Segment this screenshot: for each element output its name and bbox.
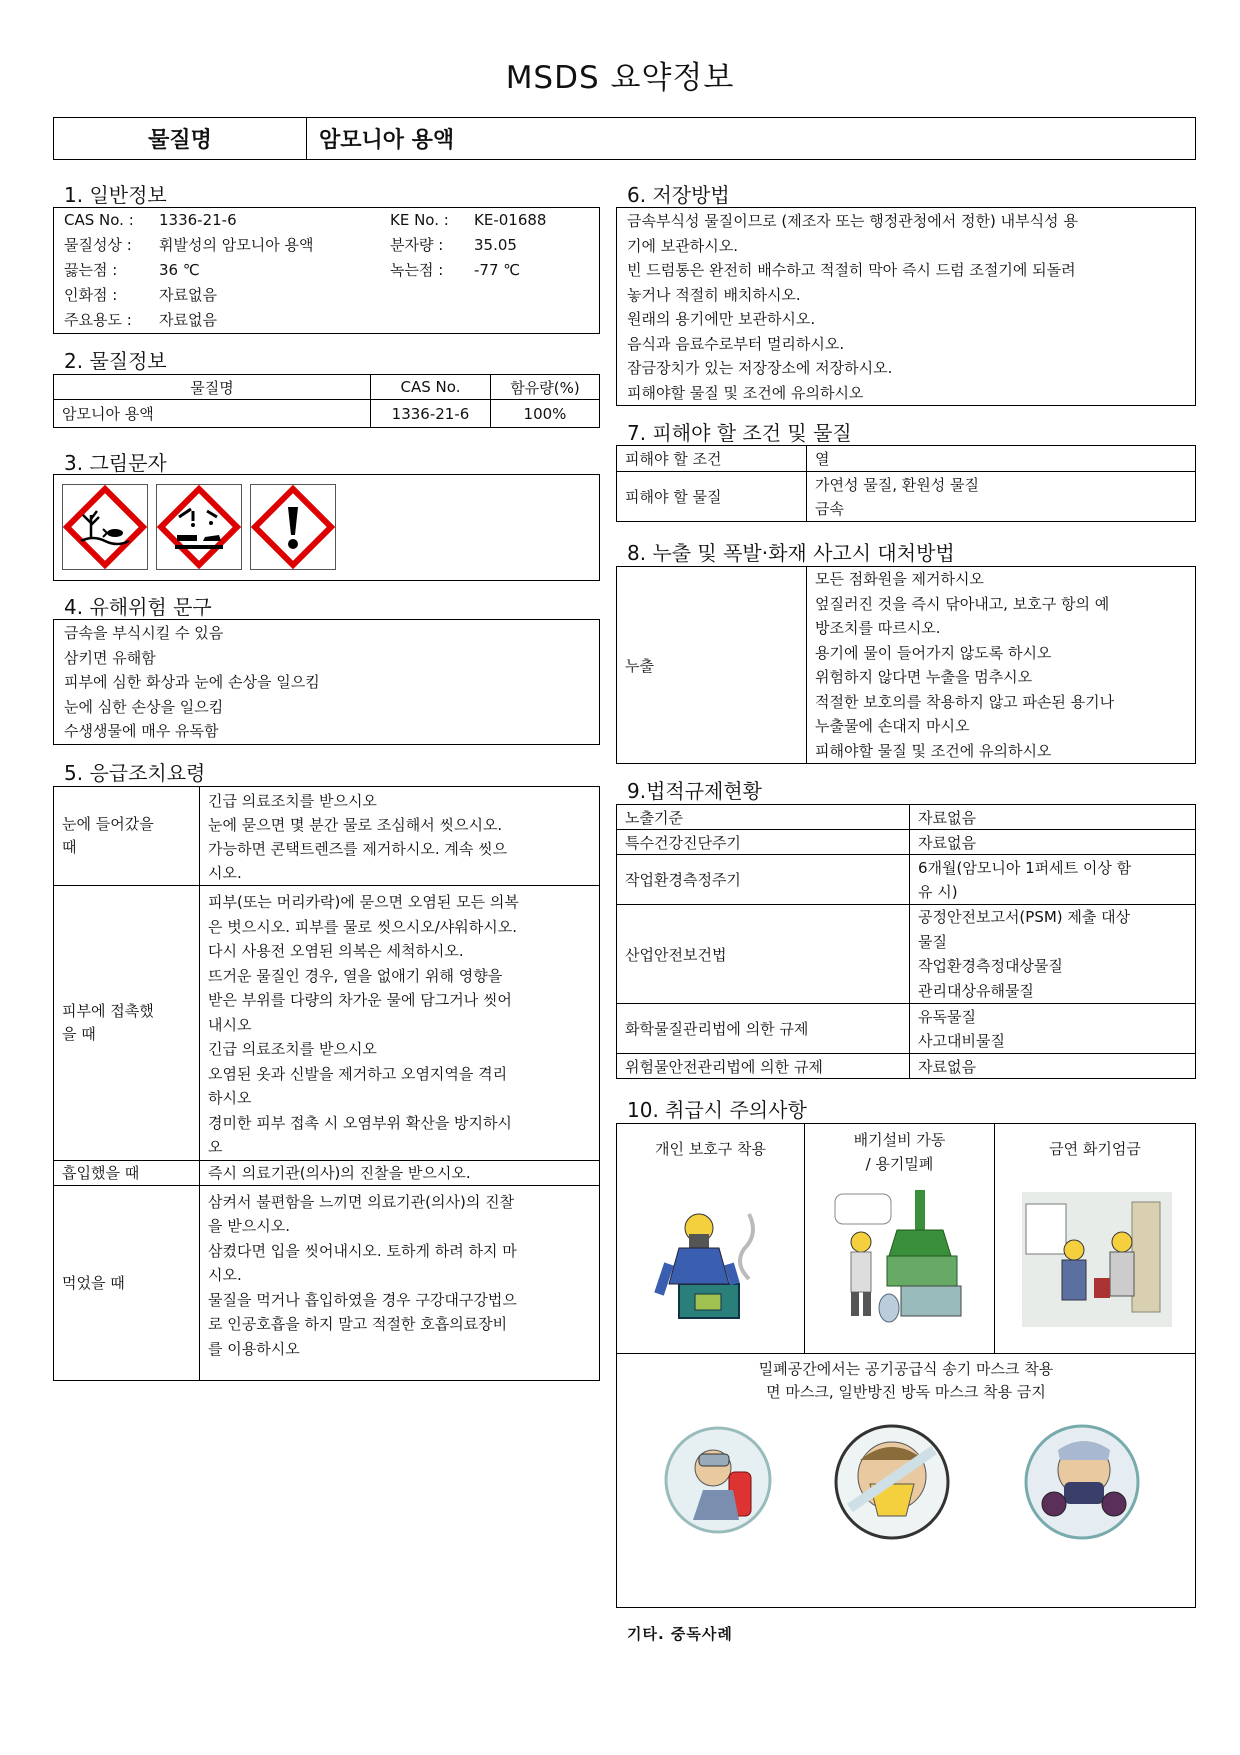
ke-label: KE No. : <box>390 211 449 229</box>
avoid-material-label: 피해야 할 물질 <box>617 472 807 522</box>
first-aid-ingest-label: 먹었을 때 <box>54 1185 200 1380</box>
footer-note: 기타. 중독사례 <box>627 1625 733 1643</box>
dust-mask-illustration <box>830 1420 955 1545</box>
leak-label: 누출 <box>617 567 807 764</box>
hazard-line: 수생생물에 매우 유독함 <box>64 722 219 740</box>
cas-label: CAS No. : <box>64 211 134 229</box>
pictogram-box <box>53 474 600 581</box>
avoid-condition-label: 피해야 할 조건 <box>617 446 807 472</box>
leak-line: 적절한 보호의를 착용하지 않고 파손된 용기나 <box>815 692 1115 711</box>
avoid-material-value: 가연성 물질, 환원성 물질 금속 <box>807 472 1196 522</box>
reg-label: 특수건강진단주기 <box>617 830 910 855</box>
leak-line: 피해야할 물질 및 조건에 유의하시오 <box>815 741 1052 760</box>
hazard-statements-box <box>53 619 600 745</box>
reg-label: 작업환경측정주기 <box>617 855 910 905</box>
storage-line: 빈 드럼통은 완전히 배수하고 적절히 막아 즉시 드럼 조절기에 되돌려 <box>627 261 1076 279</box>
supplied-air-respirator-illustration <box>663 1420 773 1540</box>
bp-value: 36 ℃ <box>159 261 200 279</box>
storage-line: 원래의 용기에만 보관하시오. <box>627 310 816 328</box>
section8-heading: 8. 누출 및 폭발·화재 사고시 대처방법 <box>627 541 955 565</box>
leak-line: 위험하지 않다면 누출을 멈추시오 <box>815 668 1033 686</box>
mp-value: -77 ℃ <box>474 261 521 279</box>
first-aid-inhale-text: 즉시 의료기관(의사)의 진찰을 받으시오. <box>200 1160 600 1185</box>
reg-value: 자료없음 <box>910 830 1196 855</box>
ppe-label: 개인 보호구 착용 <box>655 1140 766 1158</box>
no-fire-illustration <box>1022 1192 1172 1327</box>
reg-value: 공정안전보고서(PSM) 제출 대상 물질 작업환경측정대상물질 관리대상유해물질 <box>910 905 1196 1004</box>
cas-value: 1336-21-6 <box>159 211 237 229</box>
use-value: 자료없음 <box>159 311 217 329</box>
divider <box>617 1353 1195 1354</box>
storage-line: 금속부식성 물질이므로 (제조자 또는 행정관청에서 정한) 내부식성 용 <box>627 212 1078 230</box>
section9-heading: 9.법적규제현황 <box>627 779 763 803</box>
leak-line: 모든 점화원을 제거하시오 <box>815 570 984 588</box>
mp-label: 녹는점 : <box>390 261 444 279</box>
state-value: 휘발성의 암모니아 용액 <box>159 236 314 254</box>
exclamation-icon <box>250 484 336 570</box>
first-aid-skin-label: 피부에 접촉했 을 때 <box>54 886 200 1161</box>
substance-label: 물질명 <box>54 118 307 160</box>
storage-line: 놓거나 적절히 배치하시오. <box>627 285 801 304</box>
hazard-line: 금속을 부식시킬 수 있음 <box>64 624 224 642</box>
storage-line: 잠금장치가 있는 저장장소에 저장하시오. <box>627 359 893 377</box>
ventilation-label: 배기설비 가동 / 용기밀폐 <box>853 1131 946 1173</box>
row-name: 암모니아 용액 <box>54 400 371 428</box>
fp-value: 자료없음 <box>159 286 217 304</box>
section2-heading: 2. 물질정보 <box>64 349 167 373</box>
regulation-table <box>616 804 1196 1079</box>
section7-heading: 7. 피해야 할 조건 및 물질 <box>627 421 852 445</box>
first-aid-ingest-text: 삼켜서 불편함을 느끼면 의료기관(의사)의 진찰 을 받으시오. 삼켰다면 입을 씻어내시오. 토하게 하려 하지 마 시오. 물질을 먹거나 흡입하였을 경우 구강대구강법으 로 인공호흡을 하지 말고 적절한 호흡의료장비 를 이용하시오 <box>200 1185 600 1380</box>
reg-label: 노출기준 <box>617 805 910 830</box>
leak-line: 용기에 물이 들어가지 않도록 하시오 <box>815 643 1052 662</box>
storage-line: 기에 보관하시오. <box>627 236 738 255</box>
header-name: 물질명 <box>54 375 371 400</box>
mw-value: 35.05 <box>474 236 517 254</box>
gas-mask-illustration <box>1020 1420 1145 1545</box>
storage-line: 음식과 음료수로부터 멀리하시오. <box>627 334 845 353</box>
ke-value: KE-01688 <box>474 211 547 229</box>
environment-icon <box>62 484 148 570</box>
exhaust-illustration <box>827 1186 977 1331</box>
reg-value: 유독물질 사고대비물질 <box>910 1004 1196 1054</box>
handling-box <box>616 1123 1196 1608</box>
first-aid-eye-text: 긴급 의료조치를 받으시오 눈에 묻으면 몇 분간 물로 조심해서 씻으시오. 가능하면 콘택트렌즈를 제거하시오. 계속 씻으 시오. <box>200 787 600 886</box>
use-label: 주요용도 : <box>64 311 132 329</box>
fp-label: 인화점 : <box>64 286 118 304</box>
substance-name-table <box>53 117 1196 160</box>
first-aid-table <box>53 786 600 1381</box>
section3-heading: 3. 그림문자 <box>64 451 167 475</box>
section4-heading: 4. 유해위험 문구 <box>64 595 212 619</box>
storage-line: 피해야할 물질 및 조건에 유의하시오 <box>627 383 864 402</box>
state-label: 물질성상 : <box>64 236 132 254</box>
reg-label: 산업안전보건법 <box>617 905 910 1004</box>
leak-line: 엎질러진 것을 즉시 닦아내고, 보호구 항의 예 <box>815 594 1110 613</box>
first-aid-inhale-label: 흡입했을 때 <box>54 1160 200 1185</box>
header-content: 함유량(%) <box>491 375 600 400</box>
hazard-line: 피부에 심한 화상과 눈에 손상을 일으킴 <box>64 673 320 691</box>
avoid-table <box>616 445 1196 522</box>
storage-box <box>616 207 1196 406</box>
reg-label: 위험물안전관리법에 의한 규제 <box>617 1054 910 1079</box>
row-cas: 1336-21-6 <box>371 400 491 428</box>
reg-value: 자료없음 <box>910 805 1196 830</box>
leak-measures <box>807 567 1196 764</box>
document-title: MSDS 요약정보 <box>505 60 735 96</box>
hazard-line: 눈에 심한 손상을 일으킴 <box>64 697 224 716</box>
corrosion-icon <box>156 484 242 570</box>
section1-heading: 1. 일반정보 <box>64 183 167 207</box>
section5-heading: 5. 응급조치요령 <box>64 761 206 785</box>
section6-heading: 6. 저장방법 <box>627 183 730 207</box>
leak-table <box>616 566 1196 764</box>
avoid-condition-value: 열 <box>807 446 1196 472</box>
row-content: 100% <box>491 400 600 428</box>
first-aid-eye-label: 눈에 들어갔을 때 <box>54 787 200 886</box>
leak-line: 방조치를 따르시오. <box>815 619 941 637</box>
leak-line: 누출물에 손대지 마시오 <box>815 717 970 735</box>
substance-value: 암모니아 용액 <box>307 118 1196 160</box>
substance-info-table <box>53 374 600 428</box>
no-smoking-label: 금연 화기엄금 <box>1049 1140 1141 1158</box>
mw-label: 분자량 : <box>390 236 444 254</box>
reg-value: 6개월(암모니아 1퍼세트 이상 함 유 시) <box>910 855 1196 905</box>
ppe-worker-illustration <box>639 1204 779 1324</box>
bp-label: 끓는점 : <box>64 261 118 279</box>
first-aid-skin-text: 피부(또는 머리카락)에 묻으면 오염된 모든 의복 은 벗으시오. 피부를 물로 씻으시오/샤워하시오. 다시 사용전 오염된 의복은 세척하시오. 뜨거운 물질인 경우, 열을 없애기 위해 영향을 받은 부위를 다량의 차가운 물에 담그거나 씻어 내시오 긴급 의료조치를 받으시오 오염된 옷과 신발을 제거하고 오염지역을 격리 하시오 경미한 피부 접촉 시 오염부위 확산을 방지하시 오 <box>200 886 600 1161</box>
reg-label: 화학물질관리법에 의한 규제 <box>617 1004 910 1054</box>
respirator-note: 밀폐공간에서는 공기공급식 송기 마스크 착용 면 마스크, 일반방진 방독 마스크 착용 금지 <box>758 1360 1054 1401</box>
header-cas: CAS No. <box>371 375 491 400</box>
section10-heading: 10. 취급시 주의사항 <box>627 1098 807 1122</box>
hazard-line: 삼키면 유해함 <box>64 648 156 667</box>
reg-value: 자료없음 <box>910 1054 1196 1079</box>
general-info-box <box>53 207 600 334</box>
